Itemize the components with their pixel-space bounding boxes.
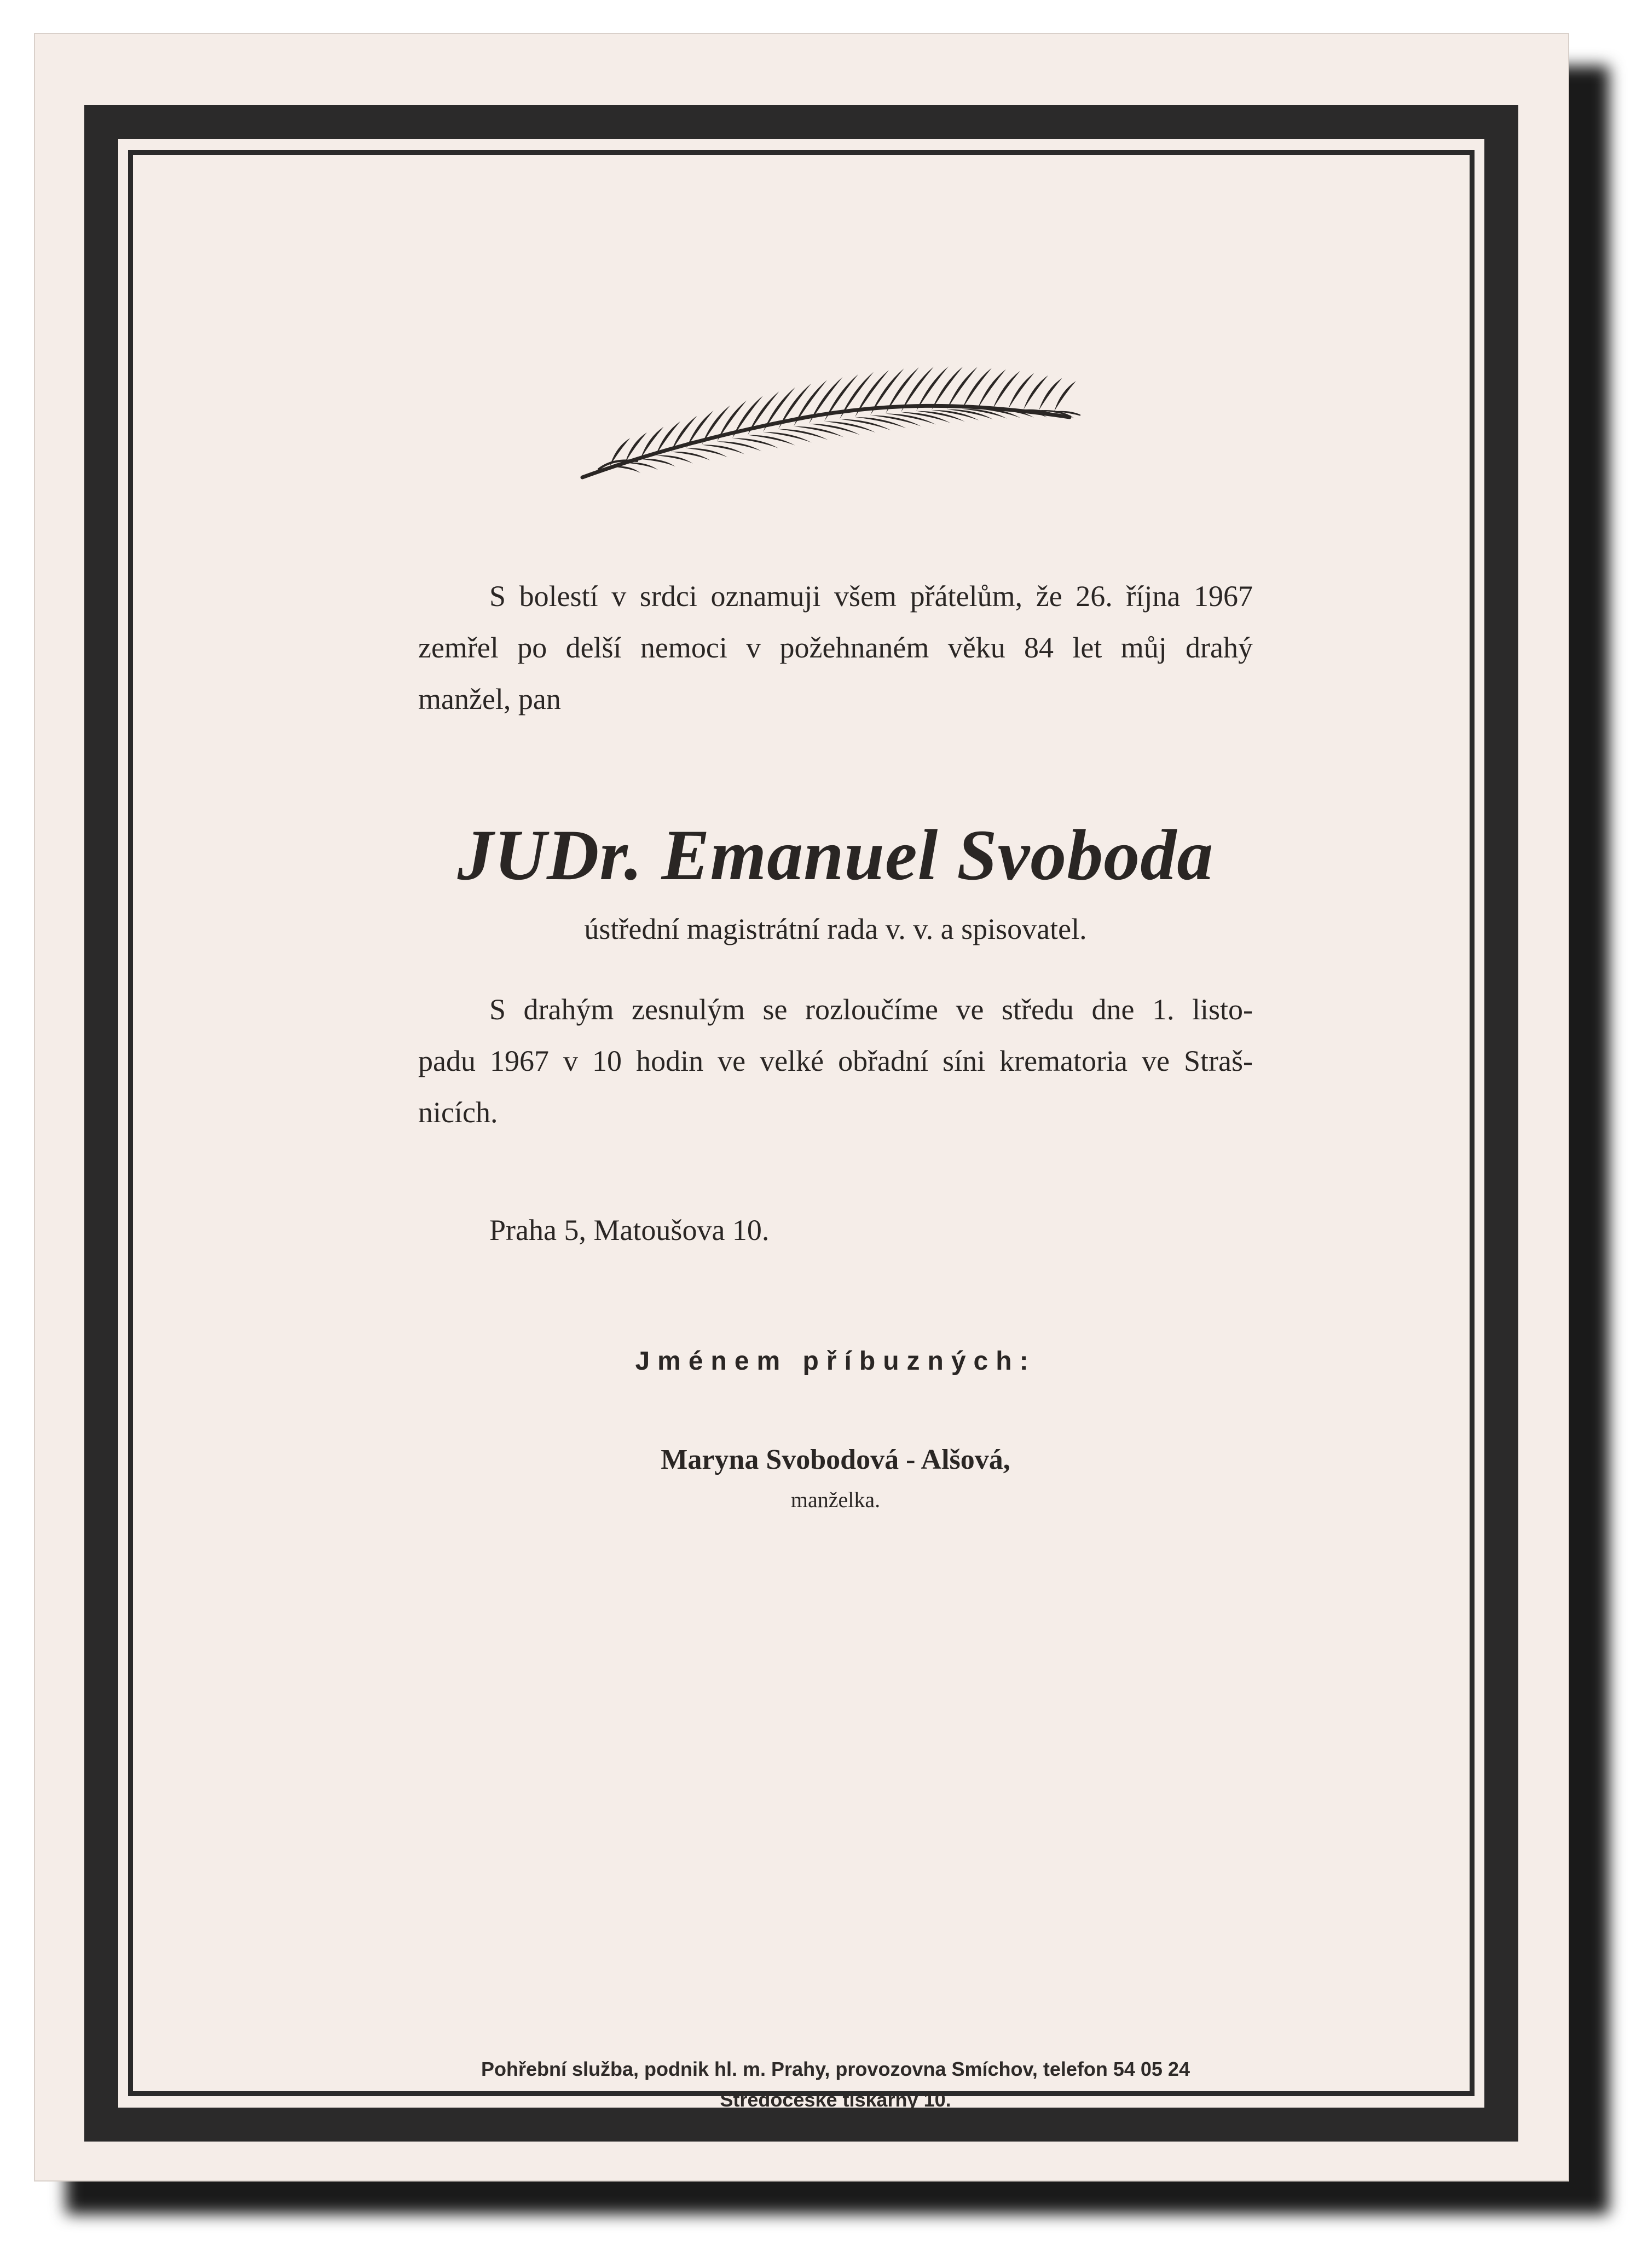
deceased-title: ústřední magistrátní rada v. v. a spisovatel. xyxy=(584,913,1087,945)
palm-leaflet xyxy=(702,445,744,454)
palm-leaflet xyxy=(1039,378,1062,411)
footer-line-1: Pohřební služba, podnik hl. m. Prahy, provozovna Smíchov, telefon 54 05 24 xyxy=(481,2058,1190,2080)
ceremony-line-1: S drahým zesnulým se rozloučíme ve středu dne 1. listo- xyxy=(489,993,1253,1026)
ceremony-line-3: nicích. xyxy=(418,1096,498,1129)
palm-branch-icon xyxy=(577,357,1080,488)
printer-footer xyxy=(309,2054,1362,2115)
ceremony-line-2: padu 1967 v 10 hodin ve velké obřadní síni krematoria ve Straš- xyxy=(418,1044,1253,1077)
palm-leaflet xyxy=(978,370,1006,409)
footer-line-2: Středočeské tiskárny 10. xyxy=(720,2088,951,2111)
signer-name: Maryna Svobodová - Alšová, xyxy=(661,1444,1010,1475)
intro-paragraph xyxy=(418,570,1253,725)
ceremony-paragraph xyxy=(418,984,1253,1138)
palm-leaflet xyxy=(962,368,992,409)
palm-leaflet xyxy=(947,367,978,409)
palm-leaflet xyxy=(1054,381,1076,411)
signer-role: manželka. xyxy=(790,1487,881,1512)
palm-leaflet xyxy=(656,455,693,464)
intro-line-3: manžel, pan xyxy=(418,683,561,715)
relatives-heading: Jménem příbuzných: xyxy=(635,1347,1036,1376)
palm-leaflet xyxy=(993,371,1020,409)
intro-line-1: S bolestí v srdci oznamuji všem přátelům, že 26. října 1967 xyxy=(489,580,1253,613)
palm-leaflet xyxy=(686,448,727,458)
address: Praha 5, Matoušova 10. xyxy=(489,1214,770,1246)
intro-line-2: zemřel po delší nemoci v požehnaném věku 84 let můj drahý xyxy=(418,631,1253,664)
palm-leaflet xyxy=(717,441,762,451)
deceased-name: JUDr. Emanuel Svoboda xyxy=(457,815,1214,895)
obituary-card xyxy=(34,33,1569,2182)
palm-leaflet xyxy=(671,452,710,460)
